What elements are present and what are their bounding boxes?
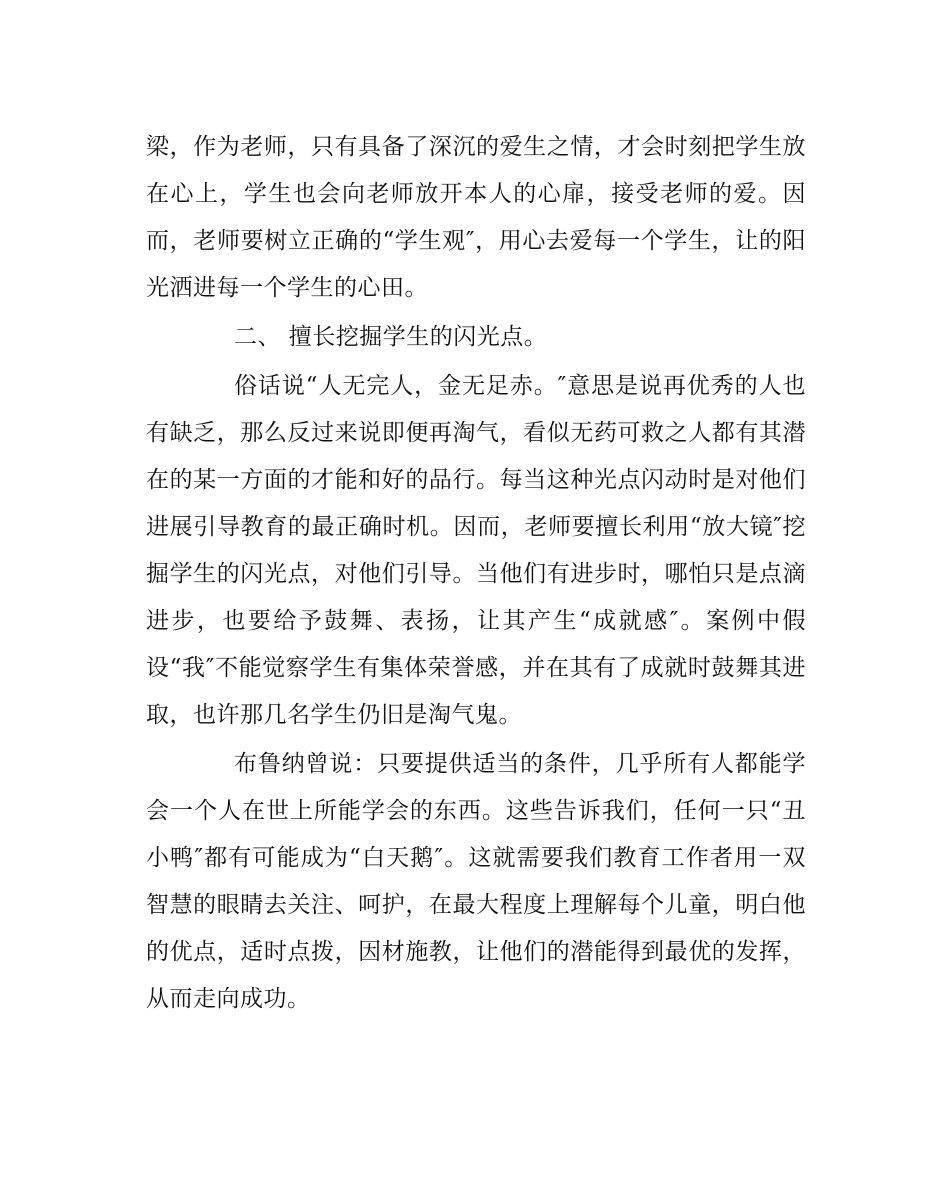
- paragraph-bruner-quote: 布鲁纳曾说：只要提供适当的条件，几乎所有人都能学会一个人在世上所能学会的东西。这些告诉我们，任何一只“丑小鸭″都有可能成为“白天鹅″。这就需要我们教育工作者用一双智慧的眼睛去关注、呵护，在最大程度上理解每个儿童，明白他的优点，适时点拨，因材施教，让他们的潜能得到最优的发挥，从而走向成功。: [146, 751, 806, 1012]
- paragraph-proverb: 俗话说“人无完人，金无足赤。″意思是说再优秀的人也有缺乏，那么反过来说即便再淘气，看似无药可救之人都有其潜在的某一方面的才能和好的品行。每当这种光点闪动时是对他们进展引导教育的最正确时机。因而，老师要擅长利用“放大镜″挖掘学生的闪光点，对他们引导。当他们有进步时，哪怕只是点滴进步，也要给予鼓舞、表扬，让其产生“成就感″。案例中假设“我″不能觉察学生有集体荣誉感，并在其有了成就时鼓舞其进取，也许那几名学生仍旧是淘气鬼。: [146, 373, 806, 728]
- document-body: [146, 124, 806, 1023]
- paragraph-teacher-love: 梁，作为老师，只有具备了深沉的爱生之情，才会时刻把学生放在心上，学生也会向老师放开本人的心扉，接受老师的爱。因而，老师要树立正确的“学生观″，用心去爱每一个学生，让的阳光洒进每一个学生的心田。: [146, 134, 806, 301]
- section-heading-discover-strengths: 二、 擅长挖掘学生的闪光点。: [234, 324, 548, 350]
